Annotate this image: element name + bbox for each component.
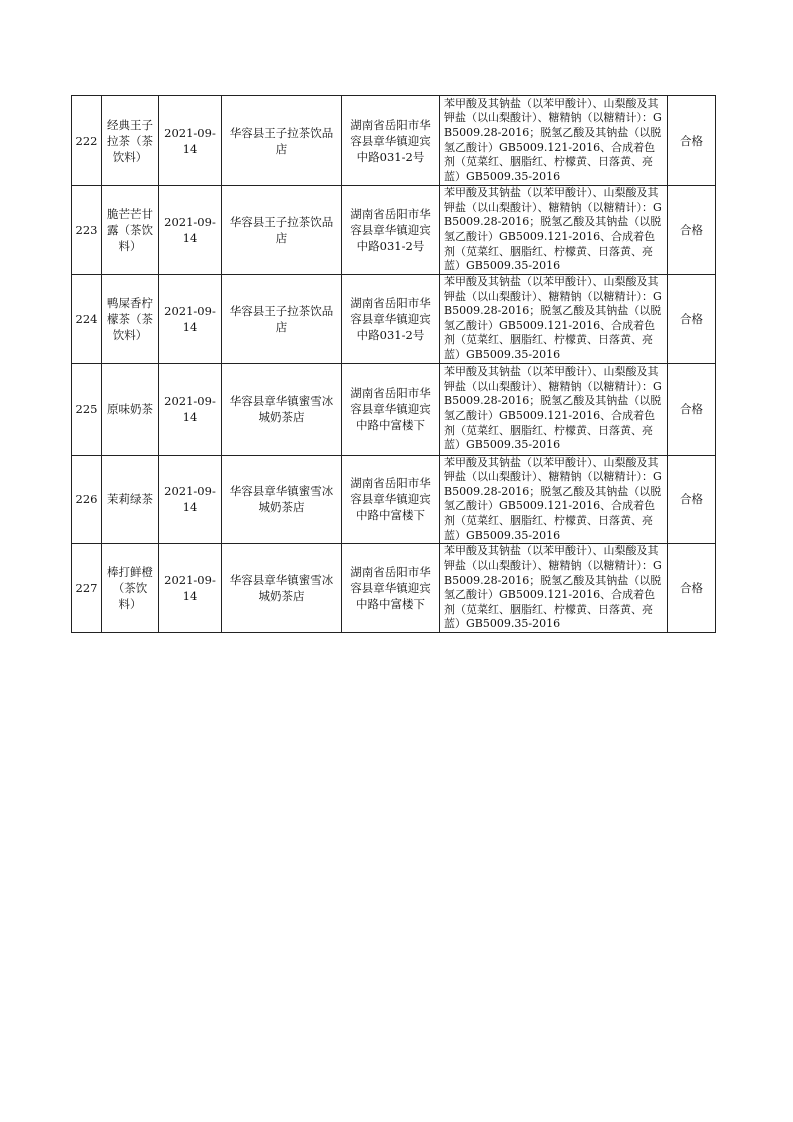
store-address: 湖南省岳阳市华容县章华镇迎宾中路中富楼下 — [342, 544, 440, 633]
table-row — [72, 96, 716, 186]
table-row — [72, 455, 716, 544]
product-name: 原味奶茶 — [102, 363, 159, 455]
store-name: 华容县章华镇蜜雪冰城奶茶店 — [222, 455, 342, 544]
product-name: 经典王子拉茶（茶饮料） — [102, 96, 159, 186]
product-name: 鸭屎香柠檬茶（茶饮料） — [102, 275, 159, 364]
test-items: 苯甲酸及其钠盐（以苯甲酸计）、山梨酸及其钾盐（以山梨酸计）、糖精钠（以糖精计）：GB5009.28-2016；脱氢乙酸及其钠盐（以脱氢乙酸计）GB5009.121-2016、合成着色剂（苋菜红、胭脂红、柠檬黄、日落黄、亮蓝）GB5009.35-2016 — [440, 275, 668, 364]
sampling-date: 2021-09-14 — [159, 275, 222, 364]
store-address: 湖南省岳阳市华容县章华镇迎宾中路中富楼下 — [342, 363, 440, 455]
table-row — [72, 363, 716, 455]
test-items: 苯甲酸及其钠盐（以苯甲酸计）、山梨酸及其钾盐（以山梨酸计）、糖精钠（以糖精计）：GB5009.28-2016；脱氢乙酸及其钠盐（以脱氢乙酸计）GB5009.121-2016、合成着色剂（苋菜红、胭脂红、柠檬黄、日落黄、亮蓝）GB5009.35-2016 — [440, 186, 668, 275]
store-name: 华容县章华镇蜜雪冰城奶茶店 — [222, 363, 342, 455]
sampling-date: 2021-09-14 — [159, 455, 222, 544]
row-number: 224 — [72, 275, 102, 364]
product-name: 茉莉绿茶 — [102, 455, 159, 544]
test-result: 合格 — [668, 186, 716, 275]
row-number: 222 — [72, 96, 102, 186]
store-address: 湖南省岳阳市华容县章华镇迎宾中路031-2号 — [342, 186, 440, 275]
test-result: 合格 — [668, 96, 716, 186]
table-row — [72, 275, 716, 364]
row-number: 227 — [72, 544, 102, 633]
inspection-results-table — [71, 95, 716, 633]
sampling-date: 2021-09-14 — [159, 363, 222, 455]
test-items: 苯甲酸及其钠盐（以苯甲酸计）、山梨酸及其钾盐（以山梨酸计）、糖精钠（以糖精计）：GB5009.28-2016；脱氢乙酸及其钠盐（以脱氢乙酸计）GB5009.121-2016、合成着色剂（苋菜红、胭脂红、柠檬黄、日落黄、亮蓝）GB5009.35-2016 — [440, 96, 668, 186]
row-number: 225 — [72, 363, 102, 455]
store-address: 湖南省岳阳市华容县章华镇迎宾中路031-2号 — [342, 96, 440, 186]
product-name: 脆芒芒甘露（茶饮料） — [102, 186, 159, 275]
test-items: 苯甲酸及其钠盐（以苯甲酸计）、山梨酸及其钾盐（以山梨酸计）、糖精钠（以糖精计）：GB5009.28-2016；脱氢乙酸及其钠盐（以脱氢乙酸计）GB5009.121-2016、合成着色剂（苋菜红、胭脂红、柠檬黄、日落黄、亮蓝）GB5009.35-2016 — [440, 544, 668, 633]
store-name: 华容县王子拉茶饮品店 — [222, 96, 342, 186]
store-name: 华容县王子拉茶饮品店 — [222, 186, 342, 275]
table-row — [72, 544, 716, 633]
row-number: 223 — [72, 186, 102, 275]
test-items: 苯甲酸及其钠盐（以苯甲酸计）、山梨酸及其钾盐（以山梨酸计）、糖精钠（以糖精计）：GB5009.28-2016；脱氢乙酸及其钠盐（以脱氢乙酸计）GB5009.121-2016、合成着色剂（苋菜红、胭脂红、柠檬黄、日落黄、亮蓝）GB5009.35-2016 — [440, 455, 668, 544]
sampling-date: 2021-09-14 — [159, 96, 222, 186]
test-result: 合格 — [668, 363, 716, 455]
store-name: 华容县王子拉茶饮品店 — [222, 275, 342, 364]
test-result: 合格 — [668, 455, 716, 544]
row-number: 226 — [72, 455, 102, 544]
table-row — [72, 186, 716, 275]
test-result: 合格 — [668, 275, 716, 364]
test-items: 苯甲酸及其钠盐（以苯甲酸计）、山梨酸及其钾盐（以山梨酸计）、糖精钠（以糖精计）：GB5009.28-2016；脱氢乙酸及其钠盐（以脱氢乙酸计）GB5009.121-2016、合成着色剂（苋菜红、胭脂红、柠檬黄、日落黄、亮蓝）GB5009.35-2016 — [440, 363, 668, 455]
product-name: 棒打鲜橙（茶饮料） — [102, 544, 159, 633]
store-address: 湖南省岳阳市华容县章华镇迎宾中路031-2号 — [342, 275, 440, 364]
store-name: 华容县章华镇蜜雪冰城奶茶店 — [222, 544, 342, 633]
test-result: 合格 — [668, 544, 716, 633]
sampling-date: 2021-09-14 — [159, 186, 222, 275]
sampling-date: 2021-09-14 — [159, 544, 222, 633]
store-address: 湖南省岳阳市华容县章华镇迎宾中路中富楼下 — [342, 455, 440, 544]
